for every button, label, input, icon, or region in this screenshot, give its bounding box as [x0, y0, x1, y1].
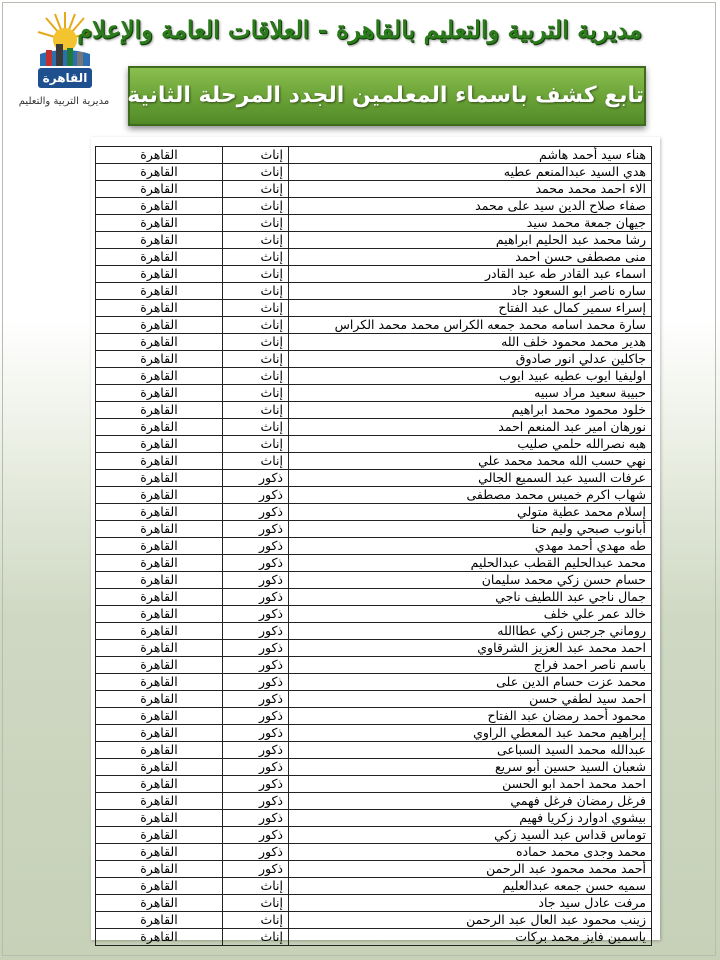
gender-cell: إناث — [223, 215, 289, 232]
teacher-name-cell: خلود محمود محمد ابراهيم — [289, 402, 652, 419]
city-cell: القاهرة — [96, 623, 223, 640]
gender-cell: إناث — [223, 164, 289, 181]
table-row — [96, 470, 652, 487]
table-row — [96, 385, 652, 402]
teacher-name-cell: زينب محمود عبد العال عبد الرحمن — [289, 912, 652, 929]
city-cell: القاهرة — [96, 232, 223, 249]
table-row — [96, 521, 652, 538]
city-cell: القاهرة — [96, 708, 223, 725]
table-row — [96, 810, 652, 827]
gender-cell: إناث — [223, 300, 289, 317]
gender-cell: ذكور — [223, 793, 289, 810]
teacher-name-cell: أحمد محمد محمود عبد الرحمن — [289, 861, 652, 878]
city-cell: القاهرة — [96, 691, 223, 708]
table-row — [96, 912, 652, 929]
teacher-name-cell: أبانوب صبحي وليم حنا — [289, 521, 652, 538]
table-row — [96, 725, 652, 742]
gender-cell: إناث — [223, 929, 289, 946]
roster-sheet — [91, 137, 660, 944]
gender-cell: ذكور — [223, 657, 289, 674]
gender-cell: إناث — [223, 181, 289, 198]
teacher-name-cell: حسام حسن زكي محمد سليمان — [289, 572, 652, 589]
teacher-name-cell: جيهان جمعة محمد سيد — [289, 215, 652, 232]
table-row — [96, 589, 652, 606]
table-row — [96, 759, 652, 776]
table-row — [96, 708, 652, 725]
table-row — [96, 249, 652, 266]
city-cell: القاهرة — [96, 844, 223, 861]
table-row — [96, 691, 652, 708]
teacher-name-cell: احمد محمد عبد العزيز الشرقاوي — [289, 640, 652, 657]
teacher-name-cell: جمال ناجي عبد اللطيف ناجي — [289, 589, 652, 606]
teacher-name-cell: الاء احمد محمد محمد — [289, 181, 652, 198]
gender-cell: ذكور — [223, 844, 289, 861]
city-cell: القاهرة — [96, 589, 223, 606]
gender-cell: ذكور — [223, 470, 289, 487]
gender-cell: إناث — [223, 351, 289, 368]
gender-cell: ذكور — [223, 742, 289, 759]
gender-cell: ذكور — [223, 589, 289, 606]
teacher-name-cell: نورهان امير عبد المنعم احمد — [289, 419, 652, 436]
table-row — [96, 827, 652, 844]
table-row — [96, 283, 652, 300]
gender-cell: إناث — [223, 419, 289, 436]
teacher-name-cell: محمود أحمد رمضان عبد الفتاح — [289, 708, 652, 725]
city-cell: القاهرة — [96, 215, 223, 232]
teacher-name-cell: روماني جرجس زكي عطاالله — [289, 623, 652, 640]
table-row — [96, 742, 652, 759]
table-row — [96, 300, 652, 317]
teacher-name-cell: عبدالله محمد السيد السباعى — [289, 742, 652, 759]
table-row — [96, 878, 652, 895]
teacher-name-cell: هدي السيد عبدالمنعم عطيه — [289, 164, 652, 181]
teacher-name-cell: فرغل رمضان فرغل فهمي — [289, 793, 652, 810]
teacher-name-cell: شعبان السيد حسين أبو سريع — [289, 759, 652, 776]
table-row — [96, 776, 652, 793]
table-row — [96, 504, 652, 521]
gender-cell: ذكور — [223, 691, 289, 708]
teacher-name-cell: طه مهدي أحمد مهدي — [289, 538, 652, 555]
gender-cell: ذكور — [223, 725, 289, 742]
gender-cell: إناث — [223, 198, 289, 215]
table-row — [96, 402, 652, 419]
title-banner: تابع كشف باسماء المعلمين الجدد المرحلة الثانية — [128, 66, 646, 126]
teachers-table-body — [96, 147, 652, 946]
city-cell: القاهرة — [96, 436, 223, 453]
gender-cell: إناث — [223, 283, 289, 300]
gender-cell: ذكور — [223, 674, 289, 691]
gender-cell: إناث — [223, 895, 289, 912]
page-title: مديرية التربية والتعليم بالقاهرة - العلاقات العامة والإعلام — [77, 15, 642, 44]
gender-cell: إناث — [223, 878, 289, 895]
teacher-name-cell: سارة محمد اسامه محمد جمعه الكراس محمد محمد الكراس — [289, 317, 652, 334]
teacher-name-cell: رشا محمد عبد الحليم ابراهيم — [289, 232, 652, 249]
teacher-name-cell: حبيبة سعيد مراد سبيه — [289, 385, 652, 402]
city-cell: القاهرة — [96, 317, 223, 334]
city-cell: القاهرة — [96, 793, 223, 810]
city-cell: القاهرة — [96, 402, 223, 419]
city-cell: القاهرة — [96, 572, 223, 589]
city-cell: القاهرة — [96, 912, 223, 929]
teacher-name-cell: إسلام محمد عطية متولي — [289, 504, 652, 521]
table-row — [96, 317, 652, 334]
gender-cell: ذكور — [223, 521, 289, 538]
teacher-name-cell: نهي حسب الله محمد محمد علي — [289, 453, 652, 470]
teacher-name-cell: اوليفيا ايوب عطيه عبيد ايوب — [289, 368, 652, 385]
teacher-name-cell: صفاء صلاح الدين سيد على محمد — [289, 198, 652, 215]
table-row — [96, 147, 652, 164]
teacher-name-cell: باسم ناصر احمد فراج — [289, 657, 652, 674]
table-row — [96, 181, 652, 198]
city-cell: القاهرة — [96, 368, 223, 385]
city-cell: القاهرة — [96, 657, 223, 674]
city-cell: القاهرة — [96, 861, 223, 878]
teacher-name-cell: اسماء عبد القادر طه عبد القادر — [289, 266, 652, 283]
table-row — [96, 368, 652, 385]
teacher-name-cell: إبراهيم محمد عبد المعطي الراوي — [289, 725, 652, 742]
table-row — [96, 793, 652, 810]
city-cell: القاهرة — [96, 147, 223, 164]
gender-cell: إناث — [223, 453, 289, 470]
city-cell: القاهرة — [96, 504, 223, 521]
logo-text: القاهرة — [42, 71, 88, 85]
table-row — [96, 861, 652, 878]
gender-cell: ذكور — [223, 810, 289, 827]
table-row — [96, 164, 652, 181]
table-row — [96, 232, 652, 249]
teacher-name-cell: منى مصطفى حسن احمد — [289, 249, 652, 266]
table-row — [96, 657, 652, 674]
city-cell: القاهرة — [96, 266, 223, 283]
teacher-name-cell: محمد عبدالحليم القطب عبدالحليم — [289, 555, 652, 572]
gender-cell: ذكور — [223, 759, 289, 776]
city-cell: القاهرة — [96, 351, 223, 368]
table-row — [96, 215, 652, 232]
gender-cell: ذكور — [223, 487, 289, 504]
teacher-name-cell: ياسمين فايز محمد بركات — [289, 929, 652, 946]
gender-cell: إناث — [223, 368, 289, 385]
teacher-name-cell: مرفت عادل سيد جاد — [289, 895, 652, 912]
teacher-name-cell: جاكلين عدلي انور صادوق — [289, 351, 652, 368]
city-cell: القاهرة — [96, 470, 223, 487]
gender-cell: ذكور — [223, 827, 289, 844]
teacher-name-cell: هناء سيد أحمد هاشم — [289, 147, 652, 164]
table-row — [96, 606, 652, 623]
table-row — [96, 555, 652, 572]
table-row — [96, 844, 652, 861]
table-row — [96, 198, 652, 215]
table-row — [96, 623, 652, 640]
city-cell: القاهرة — [96, 181, 223, 198]
city-cell: القاهرة — [96, 419, 223, 436]
teacher-name-cell: هبه نصرالله حلمي صليب — [289, 436, 652, 453]
teacher-name-cell: احمد محمد احمد ابو الحسن — [289, 776, 652, 793]
gender-cell: إناث — [223, 402, 289, 419]
gender-cell: ذكور — [223, 606, 289, 623]
teacher-name-cell: هدير محمد محمود خلف الله — [289, 334, 652, 351]
gender-cell: إناث — [223, 147, 289, 164]
teacher-name-cell: بيشوي ادوارد زكريا فهيم — [289, 810, 652, 827]
gender-cell: ذكور — [223, 504, 289, 521]
gender-cell: ذكور — [223, 708, 289, 725]
gender-cell: إناث — [223, 385, 289, 402]
table-row — [96, 351, 652, 368]
city-cell: القاهرة — [96, 283, 223, 300]
gender-cell: ذكور — [223, 623, 289, 640]
city-cell: القاهرة — [96, 759, 223, 776]
city-cell: القاهرة — [96, 640, 223, 657]
gender-cell: ذكور — [223, 555, 289, 572]
city-cell: القاهرة — [96, 385, 223, 402]
gender-cell: إناث — [223, 436, 289, 453]
table-row — [96, 640, 652, 657]
city-cell: القاهرة — [96, 249, 223, 266]
city-cell: القاهرة — [96, 725, 223, 742]
teacher-name-cell: احمد سيد لطفي حسن — [289, 691, 652, 708]
city-cell: القاهرة — [96, 827, 223, 844]
table-row — [96, 419, 652, 436]
table-row — [96, 895, 652, 912]
teacher-name-cell: إسراء سمير كمال عبد الفتاح — [289, 300, 652, 317]
city-cell: القاهرة — [96, 521, 223, 538]
teacher-name-cell: محمد وجدى محمد حماده — [289, 844, 652, 861]
city-cell: القاهرة — [96, 164, 223, 181]
table-row — [96, 436, 652, 453]
city-cell: القاهرة — [96, 538, 223, 555]
table-row — [96, 453, 652, 470]
city-cell: القاهرة — [96, 878, 223, 895]
city-cell: القاهرة — [96, 487, 223, 504]
city-cell: القاهرة — [96, 929, 223, 946]
teacher-name-cell: سميه حسن جمعه عبدالعليم — [289, 878, 652, 895]
city-cell: القاهرة — [96, 606, 223, 623]
gender-cell: إناث — [223, 249, 289, 266]
city-cell: القاهرة — [96, 742, 223, 759]
city-cell: القاهرة — [96, 674, 223, 691]
city-cell: القاهرة — [96, 300, 223, 317]
city-cell: القاهرة — [96, 895, 223, 912]
city-cell: القاهرة — [96, 453, 223, 470]
gender-cell: ذكور — [223, 572, 289, 589]
city-cell: القاهرة — [96, 555, 223, 572]
gender-cell: ذكور — [223, 861, 289, 878]
logo-caption: مديرية التربية والتعليم — [18, 96, 110, 107]
teacher-name-cell: توماس قداس عبد السيد زكي — [289, 827, 652, 844]
gender-cell: إناث — [223, 232, 289, 249]
city-cell: القاهرة — [96, 776, 223, 793]
table-row — [96, 334, 652, 351]
gender-cell: إناث — [223, 266, 289, 283]
teachers-table — [95, 146, 652, 946]
gender-cell: ذكور — [223, 640, 289, 657]
teacher-name-cell: خالد عمر علي خلف — [289, 606, 652, 623]
table-row — [96, 674, 652, 691]
table-row — [96, 538, 652, 555]
teacher-name-cell: ساره ناصر ابو السعود جاد — [289, 283, 652, 300]
gender-cell: ذكور — [223, 776, 289, 793]
city-cell: القاهرة — [96, 334, 223, 351]
table-row — [96, 487, 652, 504]
gender-cell: إناث — [223, 912, 289, 929]
table-row — [96, 572, 652, 589]
table-row — [96, 929, 652, 946]
teacher-name-cell: عرفات السيد عبد السميع الجالي — [289, 470, 652, 487]
gender-cell: إناث — [223, 317, 289, 334]
gender-cell: إناث — [223, 334, 289, 351]
table-row — [96, 266, 652, 283]
city-cell: القاهرة — [96, 810, 223, 827]
teacher-name-cell: شهاب اكرم خميس محمد مصطفى — [289, 487, 652, 504]
teacher-name-cell: محمد عزت حسام الدين على — [289, 674, 652, 691]
city-cell: القاهرة — [96, 198, 223, 215]
gender-cell: ذكور — [223, 538, 289, 555]
